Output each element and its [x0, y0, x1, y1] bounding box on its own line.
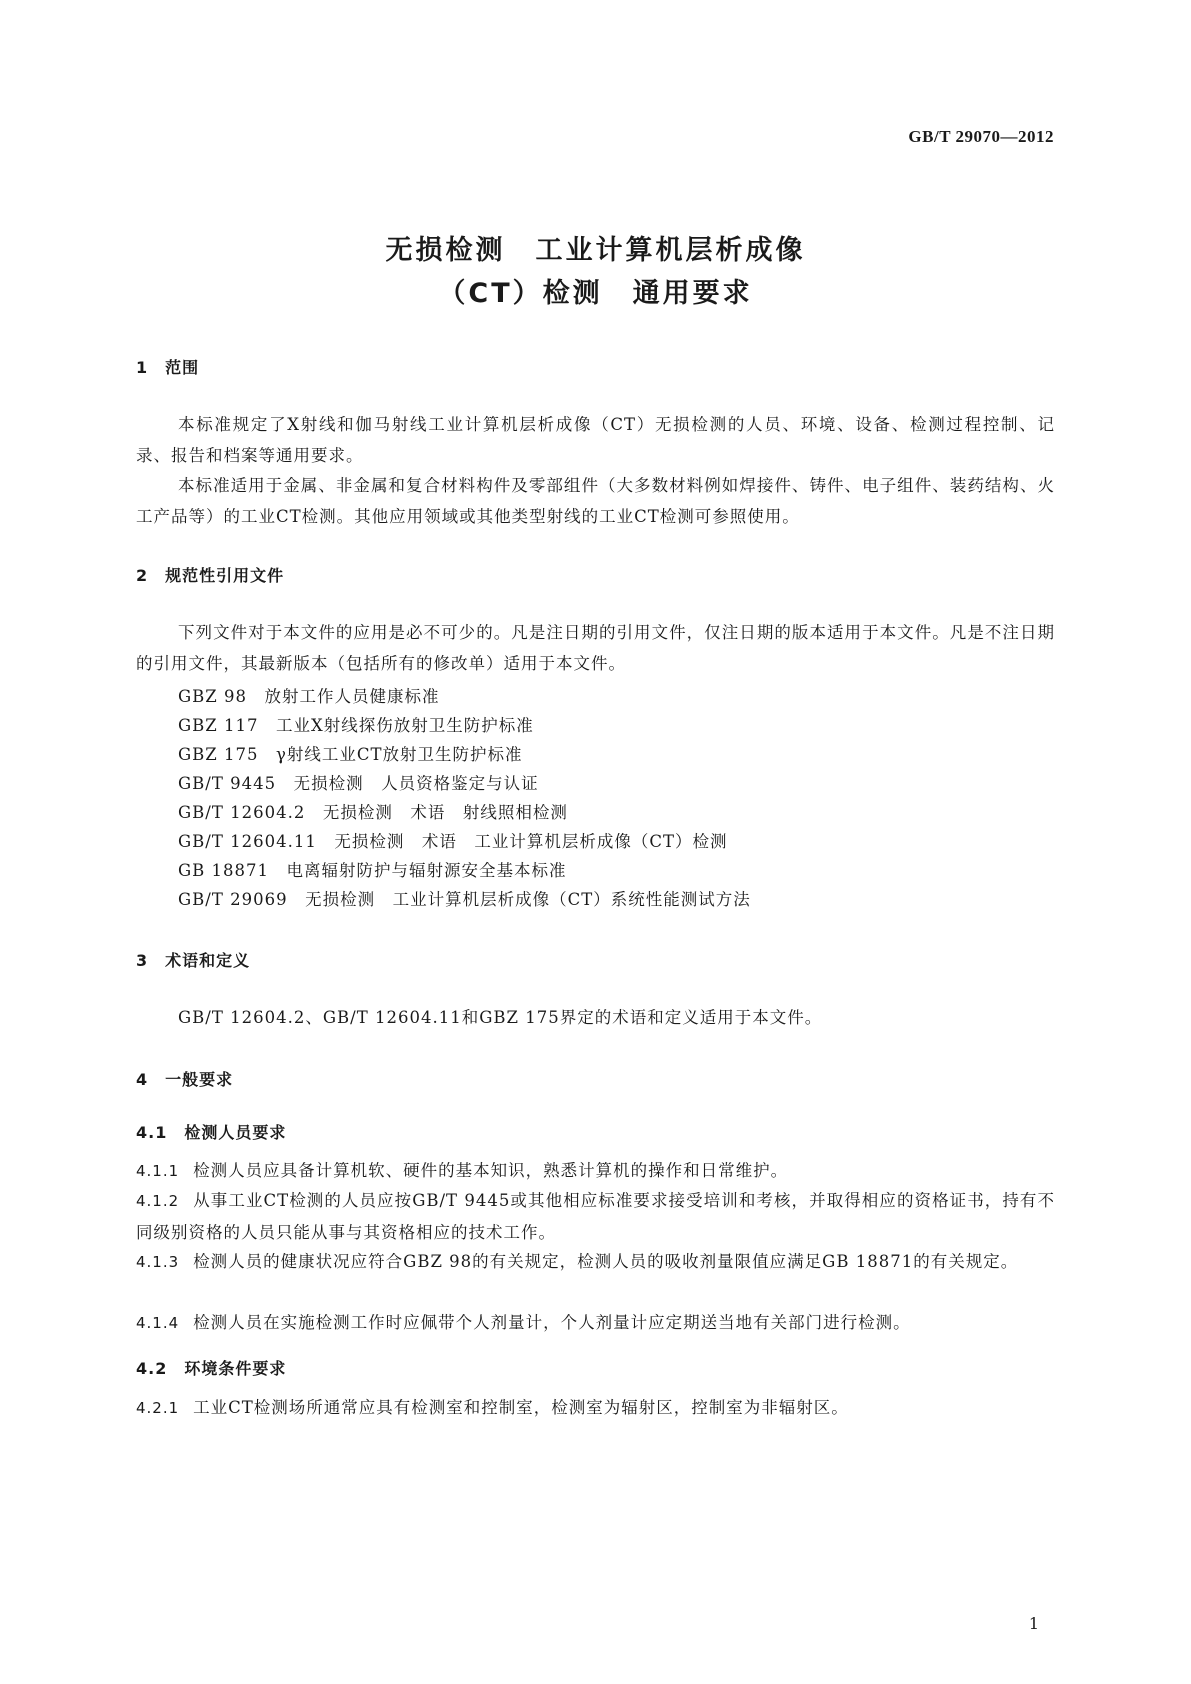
subsection-4-1-heading: 4.1 检测人员要求 — [136, 1123, 287, 1142]
section-2-heading: 2 规范性引用文件 — [136, 566, 285, 585]
page-number: 1 — [1028, 1614, 1039, 1633]
reference-item: GB/T 12604.11 无损检测 术语 工业计算机层析成像（CT）检测 — [178, 832, 728, 851]
document-title — [0, 229, 1191, 315]
section-1-paragraph-2: 本标准适用于金属、非金属和复合材料构件及零部组件（大多数材料例如焊接件、铸件、电子组件、装药结构、火工产品等）的工业CT检测。其他应用领域或其他类型射线的工业CT检测可参照使用。 — [136, 476, 1055, 526]
clause-number: 4.2.1 — [136, 1399, 180, 1417]
clause-text: 从事工业CT检测的人员应按GB/T 9445或其他相应标准要求接受培训和考核，并取得相应的资格证书，持有不同级别资格的人员只能从事与其资格相应的技术工作。 — [136, 1191, 1055, 1242]
section-1-heading: 1 范围 — [136, 358, 200, 377]
clause-4-2-1 — [136, 1392, 1055, 1424]
section-3-paragraph-1: GB/T 12604.2、GB/T 12604.11和GBZ 175界定的术语和定义适用于本文件。 — [178, 1008, 823, 1027]
clause-text: 检测人员在实施检测工作时应佩带个人剂量计，个人剂量计应定期送当地有关部门进行检测。 — [193, 1313, 911, 1332]
reference-item: GBZ 175 γ射线工业CT放射卫生防护标准 — [178, 745, 523, 764]
clause-number: 4.1.1 — [136, 1162, 180, 1180]
clause-text: 检测人员的健康状况应符合GBZ 98的有关规定，检测人员的吸收剂量限值应满足GB 18871的有关规定。 — [193, 1252, 1019, 1271]
clause-number: 4.1.3 — [136, 1253, 180, 1271]
clause-number: 4.1.4 — [136, 1314, 180, 1332]
standard-code: GB/T 29070—2012 — [908, 127, 1054, 146]
clause-text: 检测人员应具备计算机软、硬件的基本知识，熟悉计算机的操作和日常维护。 — [193, 1161, 789, 1180]
reference-item: GB/T 9445 无损检测 人员资格鉴定与认证 — [178, 774, 539, 793]
subsection-4-2-heading: 4.2 环境条件要求 — [136, 1359, 287, 1378]
section-1-paragraph-1: 本标准规定了X射线和伽马射线工业计算机层析成像（CT）无损检测的人员、环境、设备、检测过程控制、记录、报告和档案等通用要求。 — [136, 415, 1055, 465]
clause-number: 4.1.2 — [136, 1192, 180, 1210]
section-3-heading: 3 术语和定义 — [136, 951, 251, 970]
section-2-paragraph-1: 下列文件对于本文件的应用是必不可少的。凡是注日期的引用文件，仅注日期的版本适用于本文件。凡是不注日期的引用文件，其最新版本（包括所有的修改单）适用于本文件。 — [136, 623, 1055, 673]
reference-item: GB/T 29069 无损检测 工业计算机层析成像（CT）系统性能测试方法 — [178, 890, 751, 909]
title-line-1: 无损检测 工业计算机层析成像 — [385, 235, 806, 266]
reference-item: GBZ 98 放射工作人员健康标准 — [178, 687, 440, 706]
section-4-heading: 4 一般要求 — [136, 1070, 234, 1089]
title-line-2: （CT）检测 通用要求 — [438, 278, 753, 309]
reference-item: GB/T 12604.2 无损检测 术语 射线照相检测 — [178, 803, 568, 822]
clause-4-1-1 — [136, 1155, 1055, 1187]
clause-text: 工业CT检测场所通常应具有检测室和控制室，检测室为辐射区，控制室为非辐射区。 — [193, 1398, 849, 1417]
clause-4-1-3 — [136, 1246, 1055, 1278]
clause-4-1-4 — [136, 1307, 1055, 1339]
reference-item: GB 18871 电离辐射防护与辐射源安全基本标准 — [178, 861, 567, 880]
reference-item: GBZ 117 工业X射线探伤放射卫生防护标准 — [178, 716, 534, 735]
clause-4-1-2 — [136, 1185, 1055, 1248]
